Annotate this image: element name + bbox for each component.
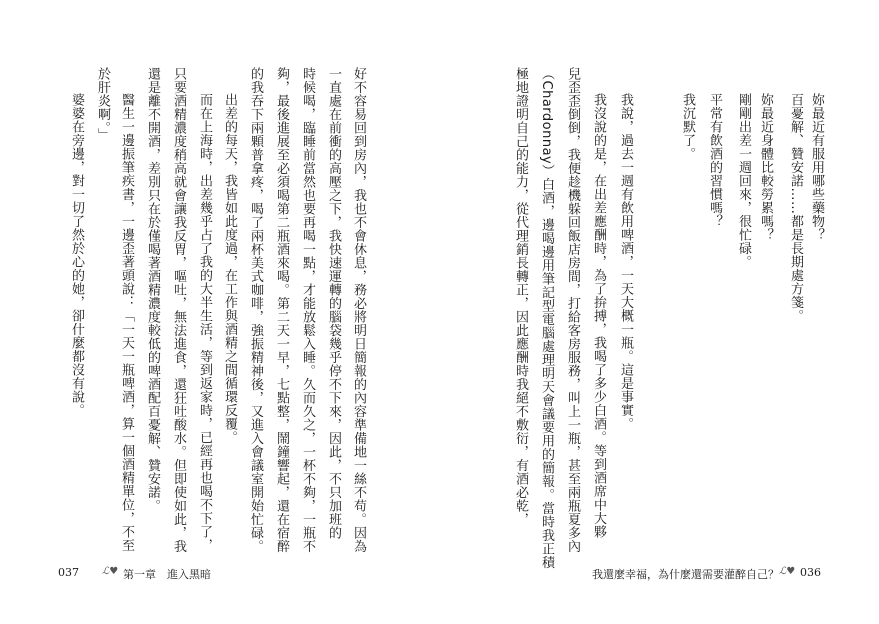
text-column: 而在上海時，出差幾乎占了我的大半生活，等到返家時，已經再也喝不下了， xyxy=(197,93,212,552)
text-column: 夠，最後進展至必須喝第二瓶酒來喝。第二天一早，七點整，鬧鐘響起，還在宿醉 xyxy=(274,67,289,553)
text-column: 婆婆在旁邊，對一切了然於心的她，卻什麼都沒有說。 xyxy=(69,93,84,417)
text-column: 兒歪歪倒倒，我便趁機躲回飯店房間，打給客房服務，叫上一瓶，甚至兩瓶夏多內 xyxy=(565,67,580,553)
text-column: 好不容易回到房內，我也不會休息，務必將明日簡報的內容準備地一絲不苟。因為 xyxy=(351,67,366,553)
text-column: 時候喝，臨睡前當然也要再喝一點，才能放鬆入睡。久而久之，一杯不夠，一瓶不 xyxy=(300,67,315,553)
left-page-ornament: ℒ♥ xyxy=(102,566,119,577)
left-running-title: 第一章 進入黑暗 xyxy=(123,568,211,581)
text-column: 於肝炎啊。」 xyxy=(95,67,110,142)
text-column: 我說，過去一週有飲用啤酒，一天大概一瓶。這是事實。 xyxy=(618,93,633,431)
right-page-ornament: ℒ♥ xyxy=(779,566,796,577)
text-column: 我沒說的是，在出差應酬時，為了拚搏，我喝了多少白酒。等到酒席中大夥 xyxy=(591,93,606,539)
right-running-title: 我還麼幸福，為什麼還需要灌醉自己？ xyxy=(592,568,779,581)
text-column: 出差的每天，我皆如此度過，在工作與酒精之間循環反覆。 xyxy=(222,93,237,444)
text-column: 只要酒精濃度稍高就會讓我反胃，嘔吐，無法進食，還狂吐酸水。但即使如此，我 xyxy=(171,67,186,553)
text-column: 剛剛出差一週回來，很忙碌。 xyxy=(736,93,751,269)
text-column: 一直處在前衝的高壓之下，我快速運轉的腦袋幾乎停不下來，因此，不只加班的 xyxy=(326,67,341,540)
text-column: 平常有飲酒的習慣嗎？ xyxy=(707,93,722,228)
text-column: 還是離不開酒，差別只在於僅喝著酒精濃度較低的啤酒配百憂解、贊安諾。 xyxy=(145,67,160,513)
text-column: 百憂解、贊安諾……都是長期處方箋。 xyxy=(788,93,803,323)
text-column: 醫生一邊振筆疾書，一邊歪著頭說：「一天一瓶啤酒，算一個酒精單位，不至 xyxy=(119,93,134,552)
text-column: 妳最近身體比較勞累嗎？ xyxy=(758,93,773,242)
text-column: 妳最近有服用哪些藥物？ xyxy=(809,93,824,242)
text-column: 的我吞下兩顆普拿疼，喝了兩杯美式咖啡，強振精神後，又進入會議室開始忙碌。 xyxy=(248,67,263,553)
text-column: 我沉默了。 xyxy=(680,93,695,161)
right-page-number: 036 xyxy=(800,566,821,579)
left-page-number: 037 xyxy=(58,566,79,579)
text-column: （Chardonnay）白酒，邊喝邊用筆記型電腦處理明天會議要用的簡報。當時我正積 xyxy=(539,67,554,570)
text-column: 極地證明自己的能力，從代理銷長轉正，因此應酬時我絕不敷衍，有酒必乾， xyxy=(513,67,528,526)
